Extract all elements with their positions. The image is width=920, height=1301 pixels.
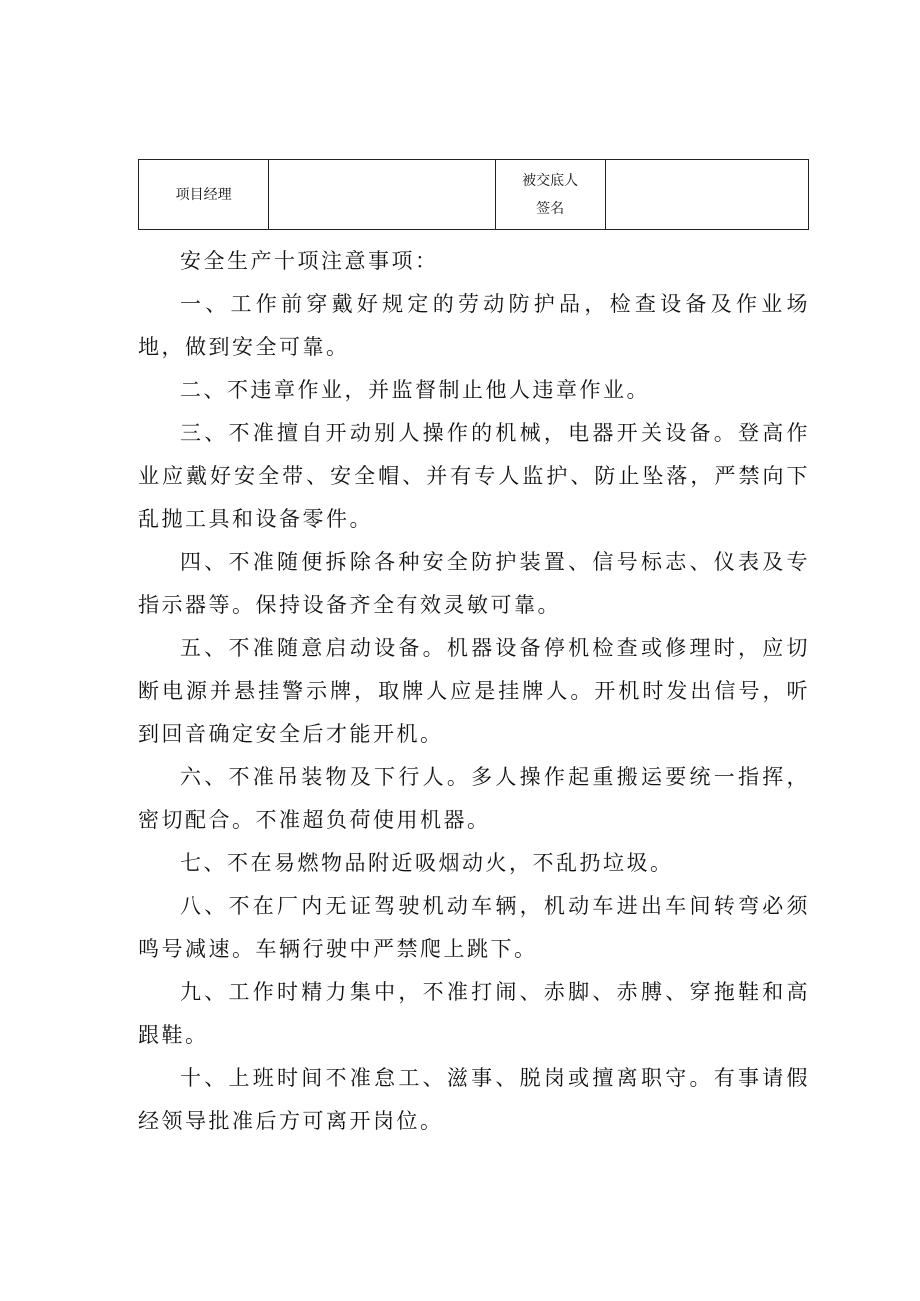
- notice-item-6: 六、不准吊装物及下行人。多人操作起重搬运要统一指挥，密切配合。不准超负荷使用机器。: [138, 765, 810, 832]
- notice-item-7: 七、不在易燃物品附近吸烟动火，不乱扔垃圾。: [180, 851, 674, 875]
- recipient-label-line2: 签名: [536, 200, 565, 217]
- notice-item-1: 一、工作前穿戴好规定的劳动防护品，检查设备及作业场地，做到安全可靠。: [138, 292, 810, 359]
- recipient-label-line1: 被交底人: [522, 172, 579, 189]
- notice-item-2: 二、不违章作业，并监督制止他人违章作业。: [180, 378, 650, 402]
- signature-row: [139, 160, 809, 230]
- recipient-label-cell: [495, 160, 605, 230]
- project-manager-signature-field[interactable]: [269, 160, 495, 230]
- notice-heading: 安全生产十项注意事项：: [180, 249, 439, 273]
- safety-notice: [138, 240, 810, 1143]
- project-manager-label-cell: [139, 160, 269, 230]
- notice-item-9: 九、工作时精力集中，不准打闹、赤脚、赤膊、穿拖鞋和高跟鞋。: [138, 980, 810, 1047]
- notice-item-3: 三、不准擅自开动别人操作的机械，电器开关设备。登高作业应戴好安全带、安全帽、并有专人监护、防止坠落，严禁向下乱抛工具和设备零件。: [138, 421, 810, 531]
- notice-item-10: 十、上班时间不准怠工、滋事、脱岗或擅离职守。有事请假经领导批准后方可离开岗位。: [138, 1066, 810, 1133]
- signature-table: [138, 159, 809, 230]
- project-manager-label: 项目经理: [175, 186, 232, 203]
- recipient-signature-field[interactable]: [605, 160, 808, 230]
- notice-item-8: 八、不在厂内无证驾驶机动车辆，机动车进出车间转弯必须鸣号减速。车辆行驶中严禁爬上跳下。: [138, 894, 810, 961]
- notice-item-5: 五、不准随意启动设备。机器设备停机检查或修理时，应切断电源并悬挂警示牌，取牌人应是挂牌人。开机时发出信号，听到回音确定安全后才能开机。: [138, 636, 810, 746]
- notice-item-4: 四、不准随便拆除各种安全防护装置、信号标志、仪表及专指示器等。保持设备齐全有效灵敏可靠。: [138, 550, 810, 617]
